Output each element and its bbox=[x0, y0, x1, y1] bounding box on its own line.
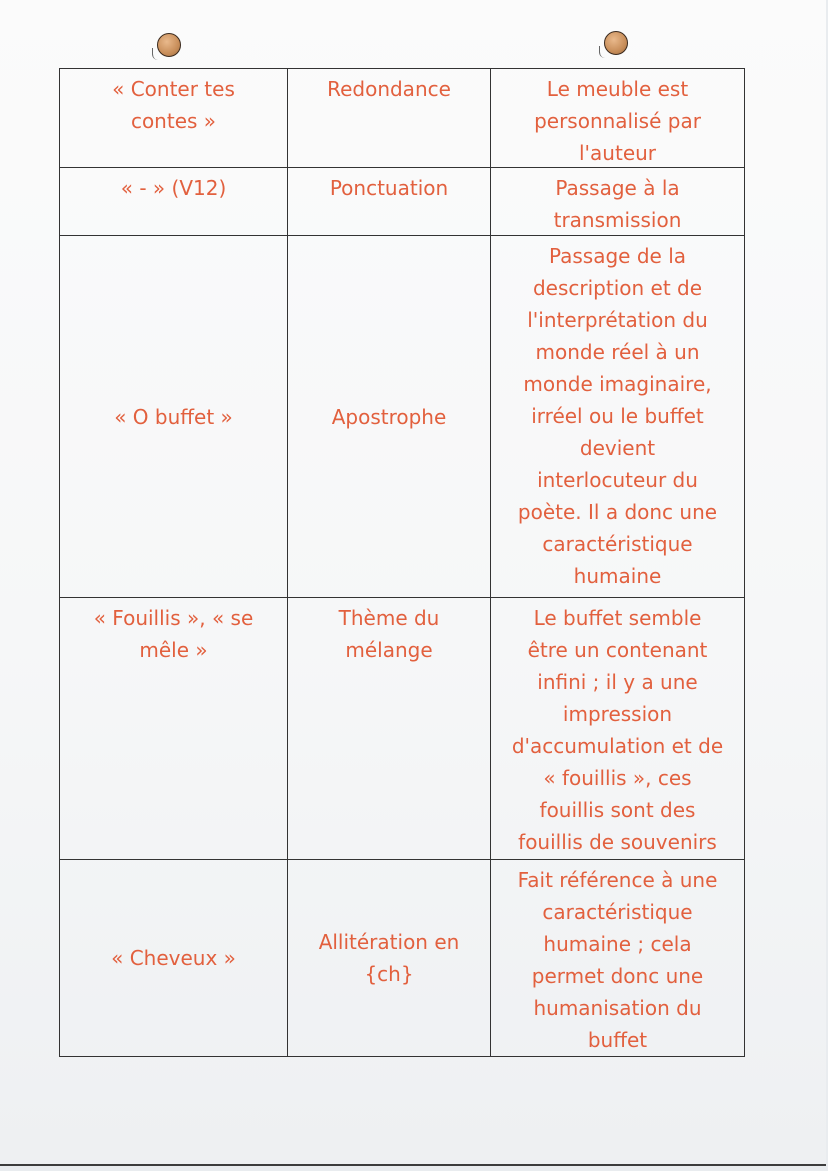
table-cell-quote: « - » (V12) bbox=[59, 167, 288, 236]
table-cell-interpretation: Le meuble est personnalisé par l'auteur bbox=[490, 68, 745, 168]
table-cell-interpretation: Passage de la description et de l'interprétation du monde réel à un monde imaginaire, irréel ou le buffet devient interlocuteur du poète. Il a donc une caractéristique humaine bbox=[490, 235, 745, 598]
table-cell-quote: « Conter tes contes » bbox=[59, 68, 288, 168]
table-cell-quote: « Cheveux » bbox=[59, 859, 288, 1057]
table-row bbox=[60, 168, 746, 236]
table-cell-device: Apostrophe bbox=[287, 235, 491, 598]
table-row bbox=[60, 860, 746, 1057]
table-cell-interpretation: Le buffet semble être un contenant infini ; il y a une impression d'accumulation et de « fouillis », ces fouillis sont des fouillis de souvenirs bbox=[490, 597, 745, 860]
table-cell-device: Ponctuation bbox=[287, 167, 491, 236]
table-cell-quote: « O buffet » bbox=[59, 235, 288, 598]
notes-table bbox=[60, 68, 746, 1057]
table-cell-interpretation: Fait référence à une caractéristique humaine ; cela permet donc une humanisation du buffet bbox=[490, 859, 745, 1057]
table-row bbox=[60, 68, 746, 168]
table-cell-quote: « Fouillis », « se mêle » bbox=[59, 597, 288, 860]
pushpin-icon bbox=[604, 31, 628, 55]
table-cell-interpretation: Passage à la transmission bbox=[490, 167, 745, 236]
table-cell-device: Redondance bbox=[287, 68, 491, 168]
table-row bbox=[60, 236, 746, 598]
table-row bbox=[60, 598, 746, 860]
pushpin-icon bbox=[157, 33, 181, 57]
table-cell-device: Allitération en {ch} bbox=[287, 859, 491, 1057]
table-cell-device: Thème du mélange bbox=[287, 597, 491, 860]
